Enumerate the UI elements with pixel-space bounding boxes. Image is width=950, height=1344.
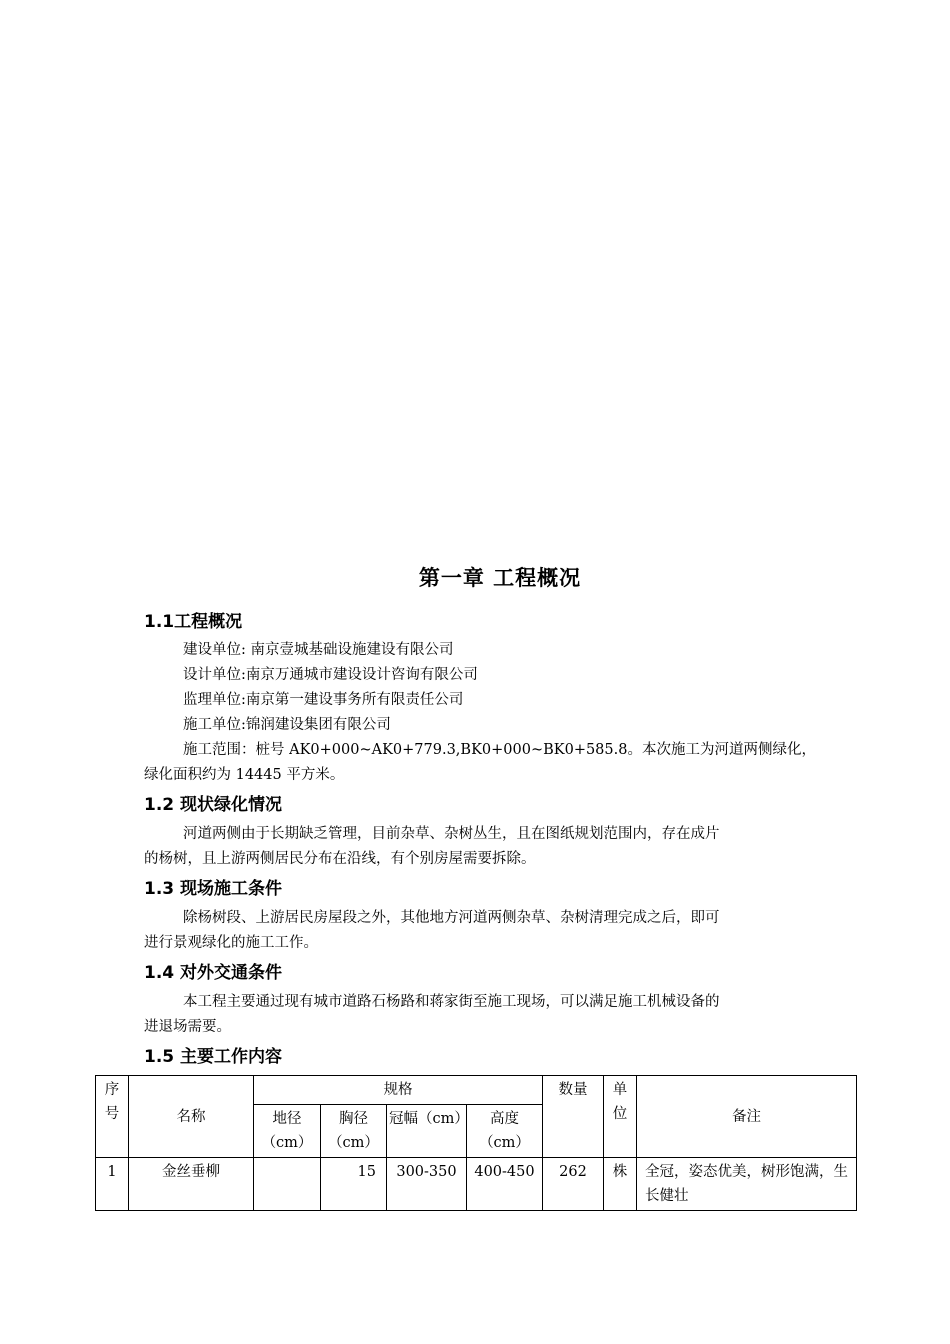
chapter-title: 第一章 工程概况 <box>418 566 582 590</box>
text-line: 设计单位:南京万通城市建设设计咨询有限公司 <box>183 667 478 683</box>
text-line: 绿化面积约为 14445 平方米。 <box>144 767 345 783</box>
text-line: 进退场需要。 <box>144 1019 231 1035</box>
cell-crown: 300-350 <box>387 1158 467 1211</box>
cell-ground-diameter <box>254 1158 321 1211</box>
header-spec: 规格 <box>254 1076 543 1105</box>
text-line: 河道两侧由于长期缺乏管理，目前杂草、杂树丛生，且在图纸规划范围内，存在成片 <box>183 826 720 842</box>
text-line: 的杨树，且上游两侧居民分布在沿线，有个别房屋需要拆除。 <box>144 851 536 867</box>
cell-name: 金丝垂柳 <box>129 1158 254 1211</box>
header-ground-diameter: 地径（cm） <box>254 1105 321 1158</box>
header-crown: 冠幅（cm） <box>387 1105 467 1158</box>
header-name: 名称 <box>129 1076 254 1158</box>
text-line: 建设单位: 南京壹城基础设施建设有限公司 <box>183 642 454 658</box>
cell-seq: 1 <box>96 1158 129 1211</box>
text-line: 施工范围：桩号 AK0+000~AK0+779.3,BK0+000~BK0+585.8。本次施工为河道两侧绿化， <box>183 742 816 758</box>
text-line: 本工程主要通过现有城市道路石杨路和蒋家街至施工现场，可以满足施工机械设备的 <box>183 994 720 1010</box>
cell-quantity: 262 <box>543 1158 604 1211</box>
section-heading-1-1: 1.1工程概况 <box>144 612 243 632</box>
section-heading-1-5: 1.5 主要工作内容 <box>144 1047 283 1067</box>
section-heading-1-4: 1.4 对外交通条件 <box>144 963 283 983</box>
cell-height: 400-450 <box>467 1158 543 1211</box>
section-heading-1-2: 1.2 现状绿化情况 <box>144 795 283 815</box>
cell-unit: 株 <box>604 1158 637 1211</box>
header-height: 高度（cm） <box>467 1105 543 1158</box>
header-chest-diameter: 胸径（cm） <box>321 1105 387 1158</box>
cell-remark: 全冠，姿态优美，树形饱满，生长健壮 <box>637 1158 857 1211</box>
header-seq: 序号 <box>96 1076 129 1158</box>
work-content-table <box>95 1075 857 1211</box>
text-line: 进行景观绿化的施工工作。 <box>144 935 318 951</box>
header-quantity: 数量 <box>543 1076 604 1158</box>
section-heading-1-3: 1.3 现场施工条件 <box>144 879 283 899</box>
cell-chest-diameter: 15 <box>321 1158 387 1211</box>
table-header-row <box>96 1076 857 1105</box>
table-row <box>96 1158 857 1211</box>
text-line: 监理单位:南京第一建设事务所有限责任公司 <box>183 692 464 708</box>
text-line: 施工单位:锦润建设集团有限公司 <box>183 717 391 733</box>
text-line: 除杨树段、上游居民房屋段之外，其他地方河道两侧杂草、杂树清理完成之后，即可 <box>183 910 720 926</box>
header-remark: 备注 <box>637 1076 857 1158</box>
header-unit: 单位 <box>604 1076 637 1158</box>
